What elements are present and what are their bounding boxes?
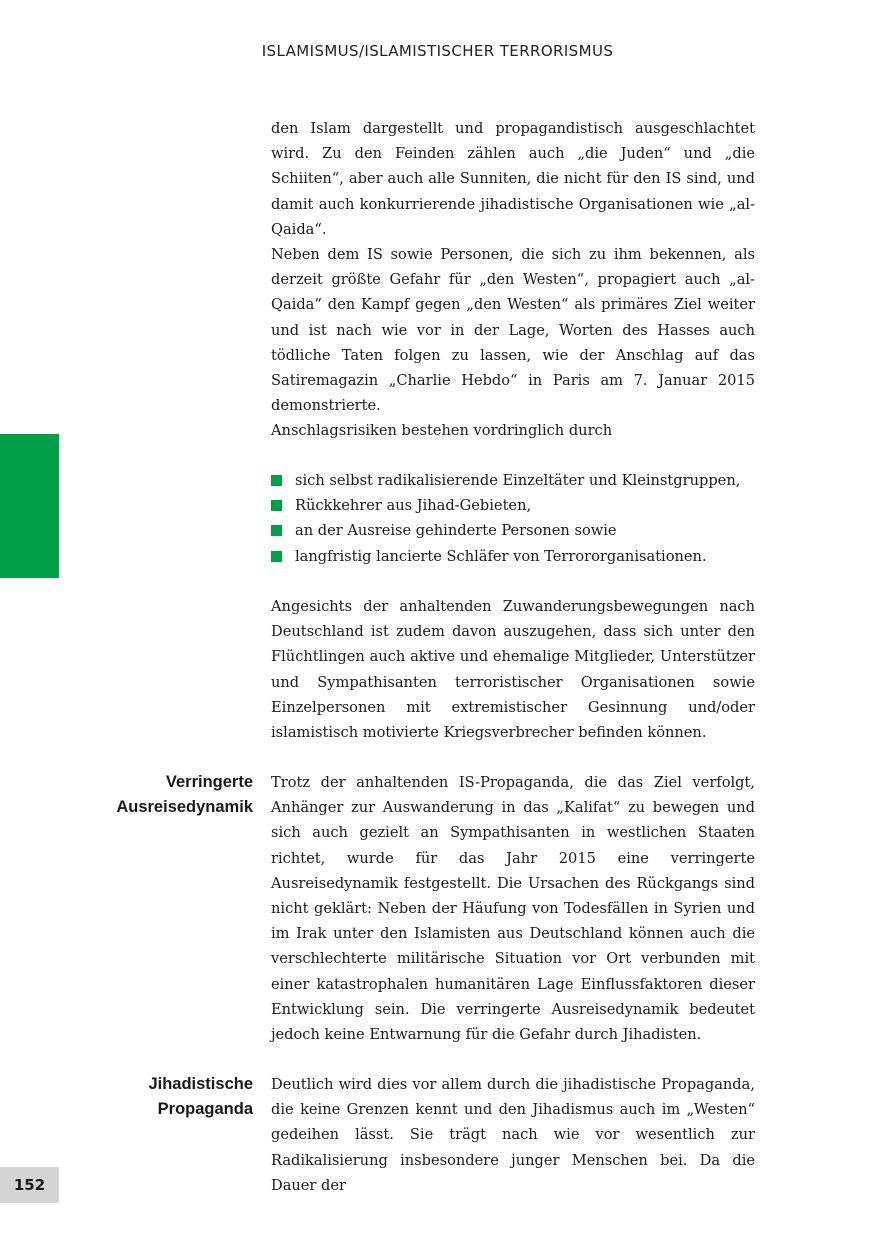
margin-heading-line: Jihadistische — [148, 1075, 253, 1093]
running-header: ISLAMISMUS/ISLAMISTISCHER TERRORISMUS — [261, 42, 614, 60]
bullet-square-icon — [271, 551, 282, 562]
list-item — [271, 544, 755, 569]
list-item-text: Rückkehrer aus Jihad-Gebieten, — [295, 497, 532, 515]
margin-heading-ausreisedynamik — [33, 770, 253, 820]
list-item-text: an der Ausreise gehinderte Personen sowie — [295, 522, 617, 540]
bullet-square-icon — [271, 500, 282, 511]
bullet-square-icon — [271, 475, 282, 486]
chapter-side-tab — [0, 434, 59, 578]
list-item-text: langfristig lancierte Schläfer von Terrororganisationen. — [295, 547, 707, 565]
section-propaganda-text: Deutlich wird dies vor allem durch die jihadistische Propaganda, die keine Grenzen kennt und den Jihadismus auch im „Westen“ gedeihen lässt. Sie trägt nach wie vor wesentlich zur Radikalisierung insbesondere junger Menschen bei. Da die Dauer der — [271, 1076, 755, 1194]
list-item — [271, 493, 755, 518]
risk-bullet-list — [271, 468, 755, 569]
page-number: 152 — [0, 1167, 59, 1203]
list-item — [271, 468, 755, 493]
margin-heading-line: Ausreisedynamik — [116, 798, 253, 817]
margin-heading-propaganda — [33, 1072, 253, 1122]
body-paragraph-4: Angesichts der anhaltenden Zuwanderungsbewegungen nach Deutschland ist zudem davon auszugehen, dass sich unter den Flüchtlingen auch aktive und ehemalige Mitglieder, Unterstützer und Sympathisanten terroristischer Organisationen sowie Einzelpersonen mit extremistischer Gesinnung und/oder islamistisch motivierte Kriegsverbrecher befinden können. — [271, 598, 755, 742]
list-item-text: sich selbst radikalisierende Einzeltäter und Kleinstgruppen, — [295, 472, 741, 489]
body-paragraph-2: Neben dem IS sowie Personen, die sich zu ihm bekennen, als derzeit größte Gefahr für „den Westen“, propagiert auch „al-Qaida“ den Kampf gegen „den Westen“ als primäres Ziel weiter und ist nach wie vor in der Lage, Worten des Hasses auch tödliche Taten folgen zu lassen, wie der Anschlag auf das Satiremagazin „Charlie Hebdo“ in Paris am 7. Januar 2015 demonstrierte. — [271, 246, 755, 415]
margin-heading-line: Verringerte — [165, 773, 253, 791]
body-paragraph-3: Anschlagsrisiken bestehen vordringlich durch — [271, 422, 613, 439]
bullet-square-icon — [271, 525, 282, 536]
list-item — [271, 518, 755, 543]
body-paragraph-1: den Islam dargestellt und propagandistisch ausgeschlachtet wird. Zu den Feinden zählen auch „die Juden“ und „die Schiiten“, aber auch alle Sunniten, die nicht für den IS sind, und damit auch konkurrierende jihadistische Organisationen wie „al-Qaida“. — [271, 120, 755, 238]
section-ausreisedynamik-text: Trotz der anhaltenden IS-Propaganda, die das Ziel verfolgt, Anhänger zur Auswanderung in das „Kalifat“ zu bewegen und sich auch gezielt an Sympathisanten in westlichen Staaten richtet, wurde für das Jahr 2015 eine verringerte Ausreisedynamik festgestellt. Die Ursachen des Rückgangs sind nicht geklärt: Neben der Häufung von Todesfällen in Syrien und im Irak unter den Islamisten aus Deutschland können auch die verschlechterte militärische Situation vor Ort verbunden mit einer katastrophalen humanitären Lage Einflussfaktoren dieser Entwicklung sein. Die verringerte Ausreisedynamik bedeutet jedoch keine Entwarnung für die Gefahr durch Jihadisten. — [271, 774, 755, 1044]
margin-heading-line: Propaganda — [157, 1100, 253, 1119]
